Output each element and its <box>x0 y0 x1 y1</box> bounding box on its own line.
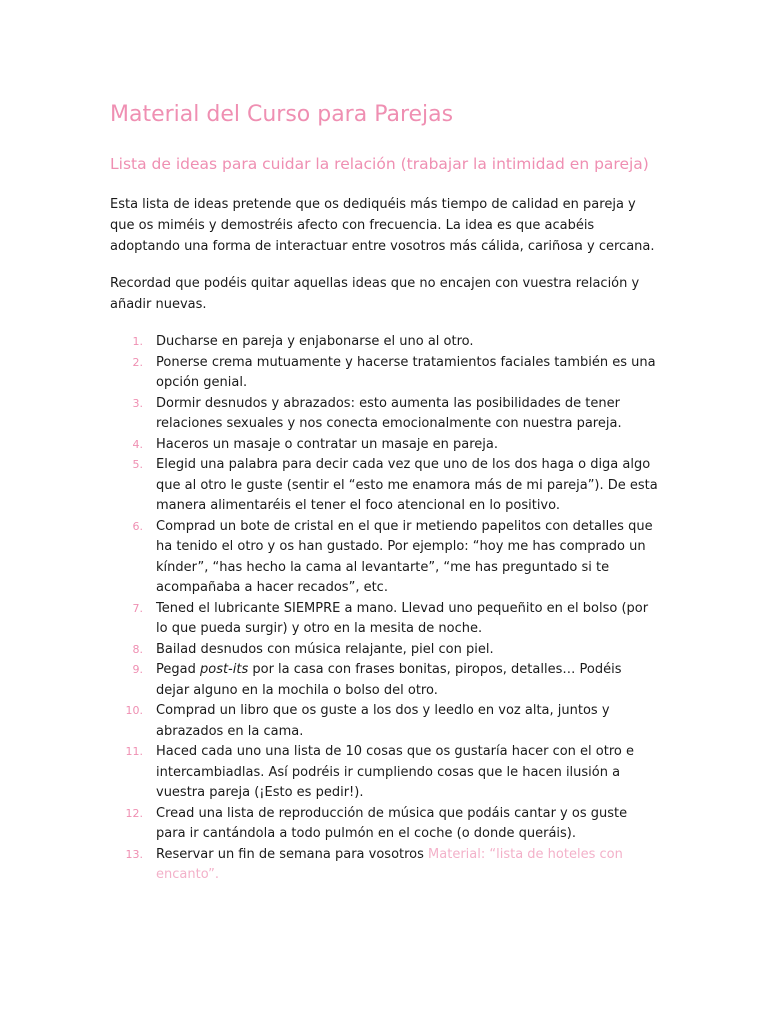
list-item <box>110 742 658 804</box>
list-item-number: 4. <box>132 437 143 451</box>
list-item-text-after: por la casa con frases bonitas, piropos, detalles… Podéis dejar alguno en la mochila o bolso del otro. <box>156 662 622 698</box>
list-item-number: 5. <box>132 458 143 471</box>
list-item-text: Ducharse en pareja y enjabonarse el uno al otro. <box>156 334 474 349</box>
list-item-number: 7. <box>132 601 143 615</box>
list-item-text: Tened el lubricante SIEMPRE a mano. Llevad uno pequeñito en el bolso (por lo que pueda surgir) y otro en la mesita de noche. <box>156 600 649 636</box>
list-item <box>110 660 658 701</box>
list-item-number: 3. <box>132 396 143 410</box>
list-item-text: Dormir desnudos y abrazados: esto aumenta las posibilidades de tener relaciones sexuales y nos conecta emocionalmente con nuestra pareja. <box>156 395 622 431</box>
list-item <box>110 435 658 456</box>
list-item <box>110 599 658 640</box>
intro-paragraph-2: Recordad que podéis quitar aquellas ideas que no encajen con vuestra relación y añadir nuevas. <box>110 276 640 312</box>
list-item-text: Comprad un libro que os guste a los dos y leedlo en voz alta, juntos y abrazados en la cama. <box>156 703 610 739</box>
page-title: Material del Curso para Parejas <box>110 102 454 127</box>
list-item <box>110 701 658 742</box>
list-item-text-before: Pegad <box>156 662 200 677</box>
list-item <box>110 517 658 599</box>
list-item-number: 10. <box>125 704 143 717</box>
list-item-number: 12. <box>125 806 143 820</box>
list-item-text: Cread una lista de reproducción de música que podáis cantar y os guste para ir cantándola a todo pulmón en el coche (o donde queráis). <box>156 805 628 841</box>
list-item <box>110 845 658 886</box>
list-item <box>110 332 658 353</box>
list-item <box>110 353 658 394</box>
list-item-text-italic: post-its <box>199 662 249 677</box>
page-subtitle: Lista de ideas para cuidar la relación (trabajar la intimidad en pareja) <box>110 155 649 173</box>
list-item-text: Elegid una palabra para decir cada vez que uno de los dos haga o diga algo que al otro le guste (sentir el “esto me enamora más de mi pareja”). De esta manera alimentaréis el tener el foco atencional en lo positivo. <box>156 457 658 513</box>
list-item-text: Bailad desnudos con música relajante, piel con piel. <box>156 641 494 657</box>
list-item-number: 2. <box>132 355 143 369</box>
list-item-number: 8. <box>132 642 143 656</box>
list-item-text: Comprad un bote de cristal en el que ir metiendo papelitos con detalles que ha tenido el otro y os han gustado. Por ejemplo: “hoy me has comprado un kínder”, “has hecho la cama al levantarte”, “me has preguntado si te acompañaba a hacer recados”, etc. <box>156 518 653 595</box>
hotel-list-link[interactable]: Material: “lista de hoteles con encanto”. <box>156 846 623 882</box>
list-item-number: 1. <box>132 335 143 348</box>
intro-paragraph-1: Esta lista de ideas pretende que os dediquéis más tiempo de calidad en pareja y que os miméis y demostréis afecto con frecuencia. La idea es que acabéis adoptando una forma de interactuar entre vosotros más cálida, cariñosa y cercana. <box>110 197 655 254</box>
list-item <box>110 455 658 517</box>
list-item-text: Ponerse crema mutuamente y hacerse tratamientos faciales también es una opción genial. <box>156 354 656 390</box>
ideas-list <box>110 332 658 886</box>
list-item-text: Haceros un masaje o contratar un masaje en pareja. <box>156 436 498 452</box>
list-item-number: 13. <box>125 847 143 861</box>
list-item <box>110 804 658 845</box>
list-item-number: 9. <box>132 663 143 676</box>
list-item-number: 11. <box>125 745 143 758</box>
list-item <box>110 640 658 661</box>
list-item-text: Reservar un fin de semana para vosotros <box>156 846 429 862</box>
list-item-number: 6. <box>132 519 143 533</box>
list-item <box>110 394 658 435</box>
list-item-text: Haced cada uno una lista de 10 cosas que os gustaría hacer con el otro e intercambiadlas. Así podréis ir cumpliendo cosas que le hacen ilusión a vuestra pareja (¡Esto es pedir!). <box>156 744 634 800</box>
